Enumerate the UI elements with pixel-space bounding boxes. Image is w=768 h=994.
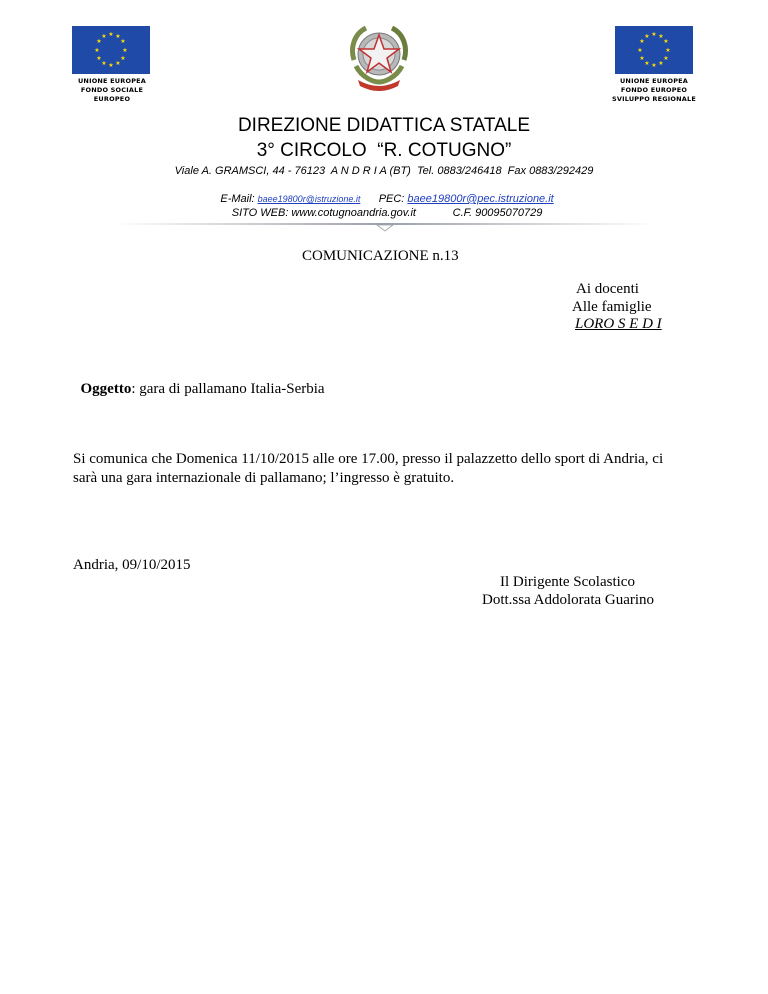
svg-text:★: ★ bbox=[651, 62, 657, 69]
svg-text:★: ★ bbox=[115, 33, 121, 40]
signature-role: Il Dirigente Scolastico bbox=[500, 574, 635, 590]
subject-text: : gara di pallamano Italia-Serbia bbox=[131, 381, 325, 397]
svg-text:★: ★ bbox=[644, 60, 650, 67]
school-web-taxcode bbox=[0, 192, 768, 220]
email-label: E-Mail: bbox=[220, 193, 258, 205]
svg-text:★: ★ bbox=[94, 47, 100, 54]
subject-line bbox=[73, 359, 325, 399]
svg-text:★: ★ bbox=[120, 38, 126, 45]
svg-text:★: ★ bbox=[639, 55, 645, 62]
body-paragraph-line1: Si comunica che Domenica 11/10/2015 alle ore 17.00, presso il palazzetto dello sport di Andria, ci bbox=[73, 451, 664, 467]
subject-label: Oggetto bbox=[80, 381, 132, 397]
svg-text:★: ★ bbox=[665, 47, 671, 54]
school-title-line2: 3° CIRCOLO “R. COTUGNO” bbox=[256, 140, 512, 161]
svg-text:★: ★ bbox=[120, 55, 126, 62]
website-text: SITO WEB: www.cotugnoandria.gov.it bbox=[231, 207, 416, 219]
svg-text:★: ★ bbox=[108, 62, 114, 69]
svg-text:★: ★ bbox=[122, 47, 128, 54]
svg-text:★: ★ bbox=[639, 38, 645, 45]
svg-text:★: ★ bbox=[115, 60, 121, 67]
svg-text:★: ★ bbox=[101, 60, 107, 67]
svg-text:★: ★ bbox=[663, 38, 669, 45]
school-title-line1: DIREZIONE DIDATTICA STATALE bbox=[237, 115, 531, 136]
pec-link[interactable]: baee19800r@pec.istruzione.it bbox=[407, 193, 554, 205]
pec-label: PEC: bbox=[378, 193, 408, 205]
svg-text:★: ★ bbox=[658, 33, 664, 40]
school-address: Viale A. GRAMSCI, 44 - 76123 A N D R I A (BT) Tel. 0883/246418 Fax 0883/292429 bbox=[174, 165, 594, 177]
signature-name: Dott.ssa Addolorata Guarino bbox=[482, 592, 655, 608]
header-divider bbox=[114, 219, 656, 229]
eu-flag-right-icon bbox=[615, 26, 693, 74]
eu-left-caption: UNIONE EUROPEA FONDO SOCIALE EUROPEO bbox=[77, 77, 147, 103]
eu-flag-left-icon bbox=[72, 26, 150, 74]
recipient-loro-sedi: LORO S E D I bbox=[575, 316, 662, 332]
tax-code: C.F. 90095070729 bbox=[452, 207, 543, 219]
email-link[interactable]: baee19800r@istruzione.it bbox=[257, 194, 361, 204]
svg-text:★: ★ bbox=[658, 60, 664, 67]
place-date: Andria, 09/10/2015 bbox=[73, 557, 191, 573]
svg-text:★: ★ bbox=[96, 38, 102, 45]
recipient-families: Alle famiglie bbox=[572, 299, 652, 315]
svg-text:★: ★ bbox=[101, 33, 107, 40]
svg-text:★: ★ bbox=[108, 31, 114, 38]
svg-text:★: ★ bbox=[651, 31, 657, 38]
svg-text:★: ★ bbox=[663, 55, 669, 62]
recipient-teachers: Ai docenti bbox=[576, 281, 639, 297]
body-paragraph-line2: sarà una gara internazionale di pallamano; l’ingresso è gratuito. bbox=[73, 470, 455, 486]
svg-text:★: ★ bbox=[637, 47, 643, 54]
eu-right-caption: UNIONE EUROPEA FONDO EUROPEO SVILUPPO REGIONALE bbox=[611, 77, 696, 103]
svg-text:★: ★ bbox=[644, 33, 650, 40]
communication-heading: COMUNICAZIONE n.13 bbox=[302, 248, 459, 264]
italian-republic-emblem-icon bbox=[344, 20, 414, 94]
svg-text:★: ★ bbox=[96, 55, 102, 62]
